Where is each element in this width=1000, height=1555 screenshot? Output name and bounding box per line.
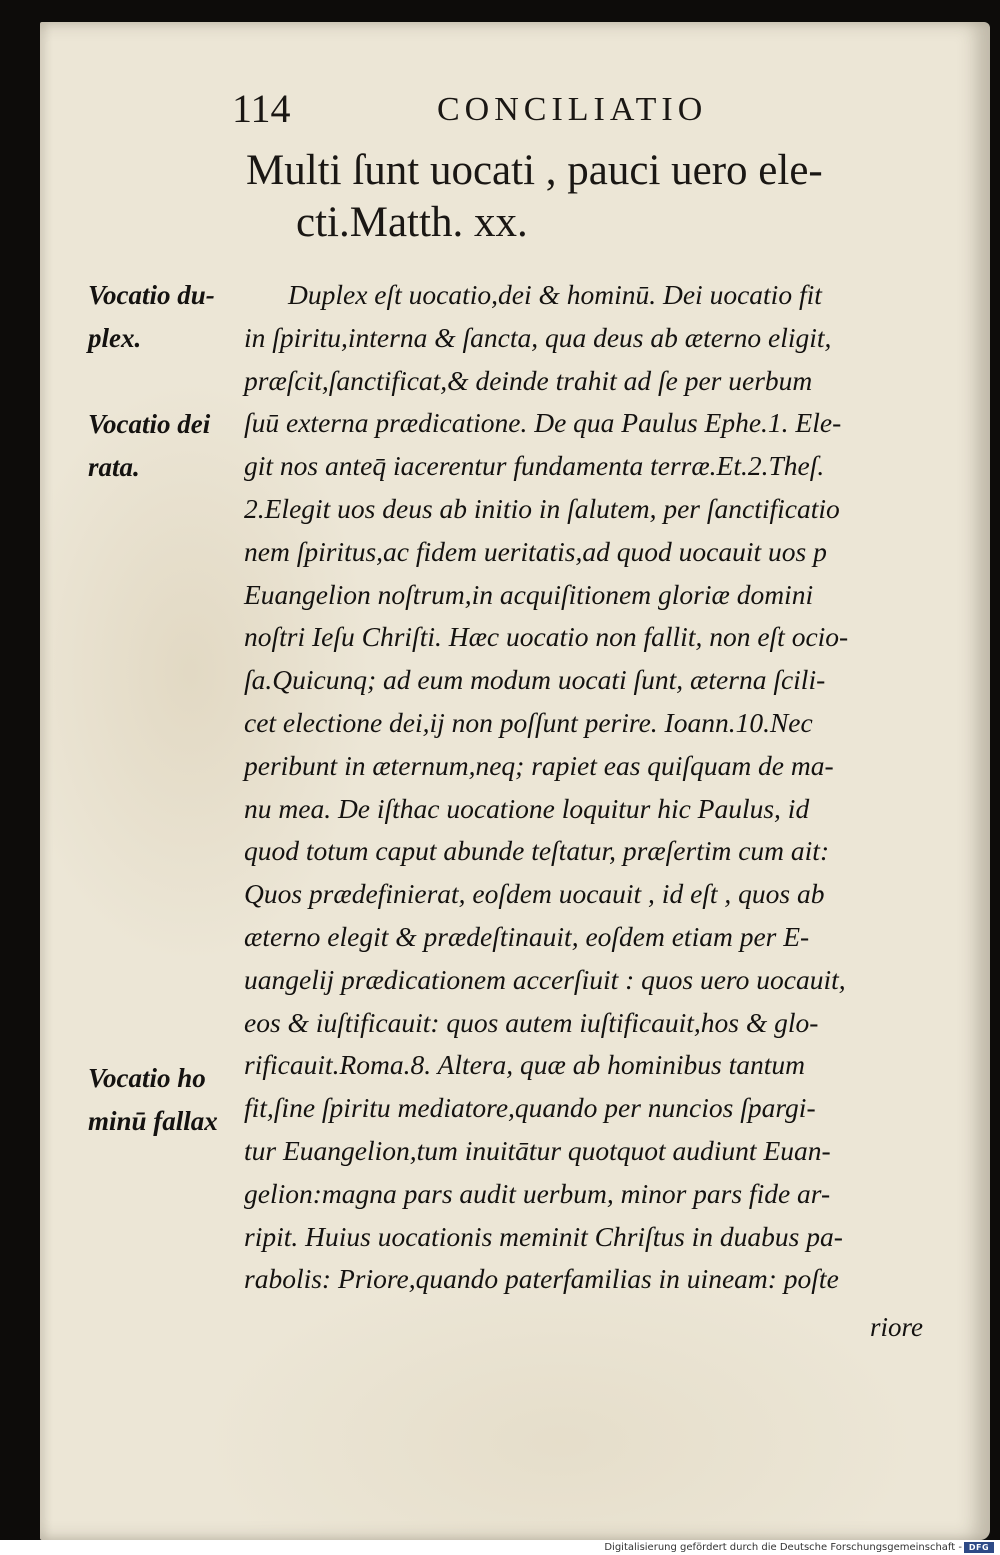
text-line: fit,ſine ſpiritu mediatore,quando per nuncios ſpargi- [244,1092,816,1124]
margin-note: Vocatio ho [88,1063,206,1093]
text-line: quod totum caput abunde teſtatur, præſertim cum ait: [244,835,830,867]
text-line: tur Euangelion,tum inuitātur quotquot audiunt Euan- [244,1134,831,1166]
title-line: cti.Matth. xx. [296,199,528,246]
text-line: Quos prædefinierat, eoſdem uocauit , id eſt , quos ab [244,878,825,910]
catchword: riore [870,1312,923,1342]
text-line: gelion:magna pars audit uerbum, minor pars fide ar- [244,1177,831,1209]
text-line: Euangelion noſtrum,in acquiſitionem gloriæ domini [244,578,814,610]
text-line: ripit. Huius uocationis meminit Chriſtus in duabus pa- [244,1220,843,1252]
text-line: rabolis: Priore,quando paterfamilias in uineam: poſte [244,1263,839,1295]
margin-note: Vocatio dei [88,409,211,439]
text-line: eos & iuſtificauit: quos autem iuſtificauit,hos & glo- [244,1006,819,1038]
body-text [244,274,944,1301]
text-line: præſcit,ſanctificat,& deinde trahit ad ſe per uerbum [244,364,813,396]
text-line: nem ſpiritus,ac fidem ueritatis,ad quod uocauit uos p [244,535,827,567]
text-line: æterno elegit & prædeſtinauit, eoſdem etiam per E- [244,920,810,952]
text-line: nu mea. De iſthac uocatione loquitur hic Paulus, id [244,792,810,824]
page-header [232,88,792,130]
margin-note: minū fallax [88,1106,218,1136]
text-line: noſtri Ieſu Chriſti. Hæc uocatio non fallit, non eſt ocio- [244,621,849,653]
margin-note: Vocatio du- [88,280,215,310]
text-line: rificauit.Roma.8. Altera, quæ ab hominibus tantum [244,1049,805,1081]
text-line: git nos anteq̄ iacerentur fundamenta terræ.Et.2.Theſ. [244,450,825,482]
text-line: cet electione dei,ij non poſſunt perire. Ioann.10.Nec [244,706,813,738]
text-line: 2.Elegit uos deus ab initio in ſalutem, per ſanctificatio [244,492,840,524]
page-number: 114 [232,86,291,131]
text-line: in ſpiritu,interna & ſancta, qua deus ab æterno eligit, [244,321,832,353]
dfg-logo: DFG [964,1542,994,1553]
margin-note: plex. [88,323,142,353]
title-line: Multi ſunt uocati , pauci uero ele- [246,147,823,194]
text-line: ſuū externa prædicatione. De qua Paulus Ephe.1. Ele- [244,407,842,439]
margin-note: rata. [88,452,140,482]
text-line: Duplex eſt uocatio,dei & hominū. Dei uocatio fit [288,279,822,310]
section-title [246,145,946,249]
digitization-credit: Digitalisierung gefördert durch die Deutsche Forschungsgemeinschaft - [604,1542,962,1553]
text-line: peribunt in æternum,neq; rapiet eas quiſquam de ma- [244,749,834,781]
running-head: CONCILIATIO [437,91,708,128]
text-line: uangelij prædicationem accerſiuit : quos uero uocauit, [244,963,846,995]
text-line: ſa.Quicunq; ad eum modum uocati ſunt, æterna ſcili- [244,664,826,696]
